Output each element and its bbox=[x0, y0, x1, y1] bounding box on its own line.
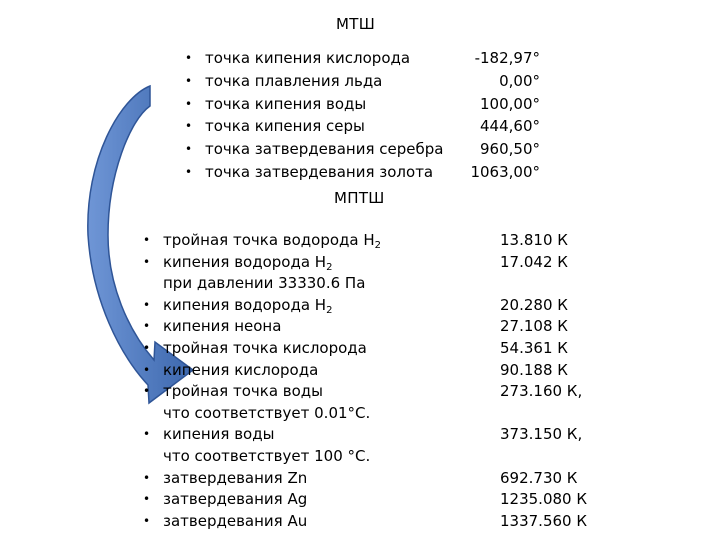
mtsh-item-label bbox=[205, 70, 382, 92]
mptsh-item-text: кипения водорода H bbox=[163, 252, 327, 271]
mptsh-item-subscript: 2 bbox=[374, 240, 382, 251]
mtsh-item-text: точка кипения серы bbox=[205, 117, 365, 136]
mptsh-item-text: затвердевания Ag bbox=[163, 490, 308, 509]
mptsh-item-value: 13.810 К bbox=[500, 231, 568, 249]
mptsh-item-text: кипения кислорода bbox=[163, 360, 319, 379]
mptsh-item-subscript: 2 bbox=[326, 261, 333, 273]
section-title-mptsh: МПТШ bbox=[334, 189, 385, 207]
mtsh-bullet: • bbox=[185, 142, 193, 157]
mtsh-bullet: • bbox=[185, 73, 193, 88]
mptsh-bullet: • bbox=[143, 427, 151, 442]
mtsh-item-label bbox=[205, 138, 443, 160]
mtsh-item-value: 960,50° bbox=[480, 140, 540, 159]
mptsh-item-value: 54.361 К bbox=[500, 339, 568, 357]
mptsh-item-label bbox=[163, 337, 367, 359]
mtsh-item-value: 0,00° bbox=[499, 71, 540, 90]
mptsh-bullet: • bbox=[143, 297, 151, 312]
mptsh-item-text: кипения водорода H bbox=[163, 295, 327, 314]
mptsh-item-value: 1337.560 К bbox=[500, 511, 587, 530]
mptsh-bullet: • bbox=[143, 470, 151, 485]
mptsh-item-label bbox=[163, 423, 274, 445]
mptsh-bullet: • bbox=[143, 254, 151, 269]
mptsh-item-value: 20.280 К bbox=[500, 295, 568, 314]
section-title-mtsh: МТШ bbox=[336, 15, 376, 33]
mptsh-bullet: • bbox=[143, 319, 151, 334]
mptsh-bullet: • bbox=[143, 341, 151, 355]
mptsh-item-text: затвердевания Au bbox=[163, 511, 308, 530]
mtsh-item-value: 444,60° bbox=[480, 117, 540, 136]
mtsh-item-text: точка плавления льда bbox=[205, 71, 383, 90]
mptsh-item-label bbox=[163, 510, 307, 532]
mptsh-item-text: при давлении 33330.6 Па bbox=[163, 274, 366, 293]
mptsh-item-label bbox=[163, 229, 381, 251]
mptsh-item-text: что соответствует 0.01°С. bbox=[163, 403, 371, 422]
mtsh-item-text: точка затвердевания серебра bbox=[205, 140, 444, 159]
mptsh-item-value: 273.160 К, bbox=[500, 382, 583, 401]
mptsh-item-value: 692.730 К bbox=[500, 468, 578, 487]
mptsh-item-text: тройная точка воды bbox=[163, 382, 324, 401]
mptsh-item-text: кипения воды bbox=[163, 425, 275, 444]
mptsh-item-text: что соответствует 100 °С. bbox=[163, 447, 371, 465]
mtsh-bullet: • bbox=[185, 51, 193, 65]
mtsh-item-value: -182,97° bbox=[474, 49, 540, 67]
mptsh-item-value: 17.042 К bbox=[500, 252, 568, 271]
mptsh-bullet: • bbox=[143, 233, 151, 247]
mtsh-item-text: точка затвердевания золота bbox=[205, 163, 434, 181]
mtsh-item-label bbox=[205, 93, 366, 115]
mptsh-bullet: • bbox=[143, 492, 151, 507]
mtsh-item-label bbox=[205, 115, 365, 137]
mptsh-item-label bbox=[163, 380, 323, 402]
mptsh-item-label bbox=[163, 488, 307, 510]
mptsh-item-value: 27.108 К bbox=[500, 317, 568, 336]
mptsh-item-label bbox=[163, 294, 332, 316]
mptsh-item-text: кипения неона bbox=[163, 317, 282, 336]
mptsh-item-value: 373.150 К, bbox=[500, 425, 583, 444]
mptsh-item-label bbox=[163, 402, 370, 424]
mtsh-item-text: точка кипения кислорода bbox=[205, 49, 411, 67]
mptsh-item-label bbox=[163, 445, 370, 467]
mtsh-item-value: 1063,00° bbox=[470, 163, 540, 181]
mptsh-item-label bbox=[163, 272, 365, 294]
mtsh-item-label bbox=[205, 47, 410, 69]
mptsh-item-label bbox=[163, 467, 307, 489]
mptsh-item-subscript: 2 bbox=[326, 304, 333, 316]
mptsh-bullet: • bbox=[143, 362, 151, 377]
mtsh-bullet: • bbox=[185, 96, 193, 111]
mptsh-item-value: 90.188 К bbox=[500, 360, 568, 379]
mptsh-item-text: тройная точка кислорода bbox=[163, 339, 367, 357]
mtsh-item-value: 100,00° bbox=[480, 94, 540, 113]
mptsh-item-text: затвердевания Zn bbox=[163, 468, 308, 487]
mptsh-bullet: • bbox=[143, 513, 151, 528]
mptsh-bullet: • bbox=[143, 384, 151, 399]
mtsh-item-label bbox=[205, 161, 433, 183]
mptsh-item-value: 1235.080 К bbox=[500, 490, 587, 509]
mtsh-item-text: точка кипения воды bbox=[205, 94, 367, 113]
mtsh-bullet: • bbox=[185, 119, 193, 134]
mptsh-item-label bbox=[163, 315, 281, 337]
mptsh-item-label bbox=[163, 359, 318, 381]
mptsh-item-label bbox=[163, 251, 332, 273]
mtsh-bullet: • bbox=[185, 165, 193, 179]
mptsh-item-text: тройная точка водорода H bbox=[163, 231, 375, 249]
